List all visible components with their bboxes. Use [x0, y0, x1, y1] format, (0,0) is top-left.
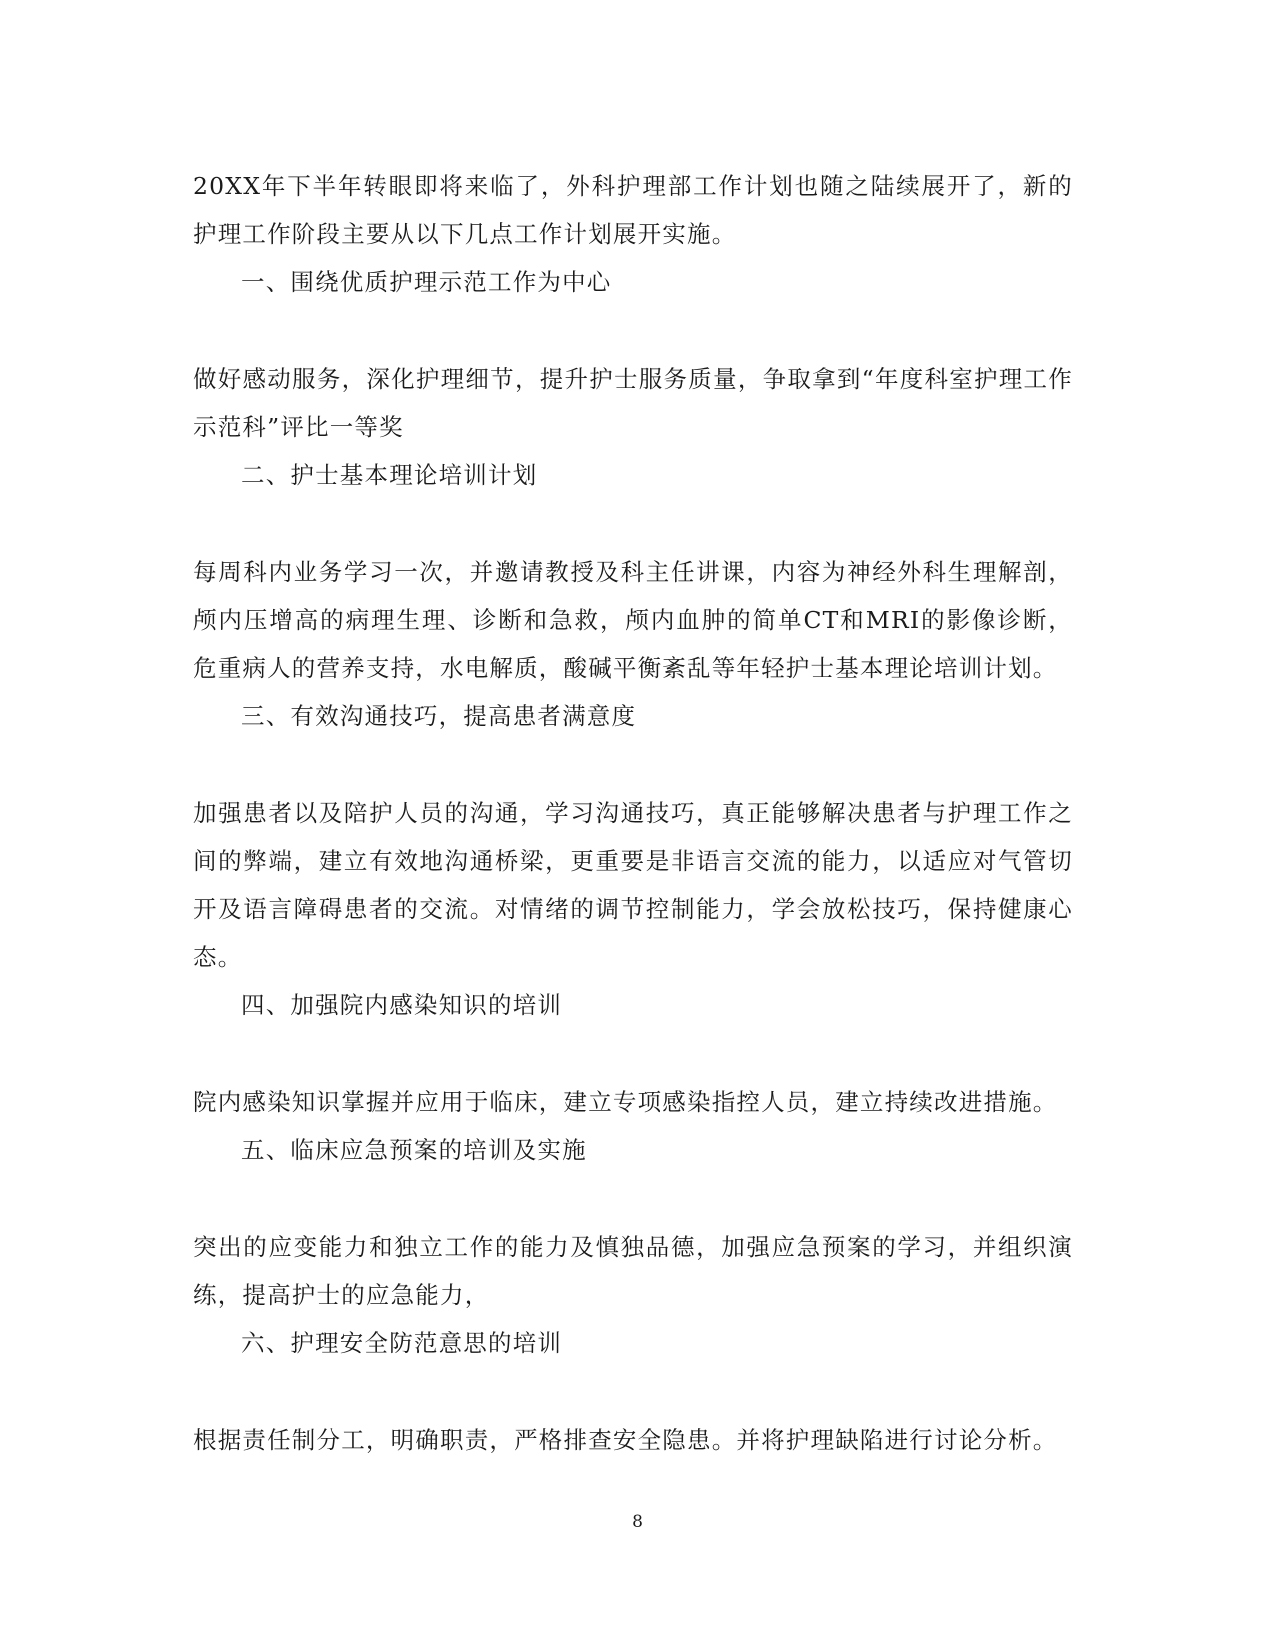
section-body-4: 院内感染知识掌握并应用于临床，建立专项感染指控人员，建立持续改进措施。 [193, 1088, 1058, 1116]
page-number: 8 [632, 1512, 643, 1532]
section-spacer [193, 499, 1073, 548]
section-spacer [193, 1029, 1073, 1078]
section-spacer [193, 1174, 1073, 1223]
section-body-6: 根据责任制分工，明确职责，严格排查安全隐患。并将护理缺陷进行讨论分析。 [193, 1426, 1058, 1454]
section-spacer [193, 740, 1073, 789]
document-body [193, 162, 1073, 1464]
section-body-3: 加强患者以及陪护人员的沟通，学习沟通技巧，真正能够解决患者与护理工作之间的弊端，建立有效地沟通桥梁，更重要是非语言交流的能力，以适应对气管切开及语言障碍患者的交流。对情绪的调节控制能力，学会放松技巧，保持健康心态。 [193, 799, 1073, 971]
section-heading-6: 六、护理安全防范意思的培训 [241, 1329, 563, 1357]
section-heading-4: 四、加强院内感染知识的培训 [241, 991, 563, 1019]
section-heading-3: 三、有效沟通技巧，提高患者满意度 [241, 702, 637, 730]
section-body-5: 突出的应变能力和独立工作的能力及慎独品德，加强应急预案的学习，并组织演练，提高护士的应急能力， [193, 1233, 1073, 1309]
section-spacer [193, 306, 1073, 355]
section-body-2: 每周科内业务学习一次，并邀请教授及科主任讲课，内容为神经外科生理解剖，颅内压增高的病理生理、诊断和急救，颅内血肿的简单CT和MRI的影像诊断，危重病人的营养支持，水电解质，酸碱平衡紊乱等年轻护士基本理论培训计划。 [193, 558, 1073, 682]
section-heading-2: 二、护士基本理论培训计划 [241, 461, 538, 489]
section-heading-5: 五、临床应急预案的培训及实施 [241, 1136, 587, 1164]
section-spacer [193, 1367, 1073, 1416]
intro-paragraph: 20XX年下半年转眼即将来临了，外科护理部工作计划也随之陆续展开了，新的护理工作阶段主要从以下几点工作计划展开实施。 [193, 172, 1073, 248]
section-body-1: 做好感动服务，深化护理细节，提升护士服务质量，争取拿到“年度科室护理工作示范科”评比一等奖 [193, 365, 1073, 441]
section-heading-1: 一、围绕优质护理示范工作为中心 [241, 268, 612, 296]
